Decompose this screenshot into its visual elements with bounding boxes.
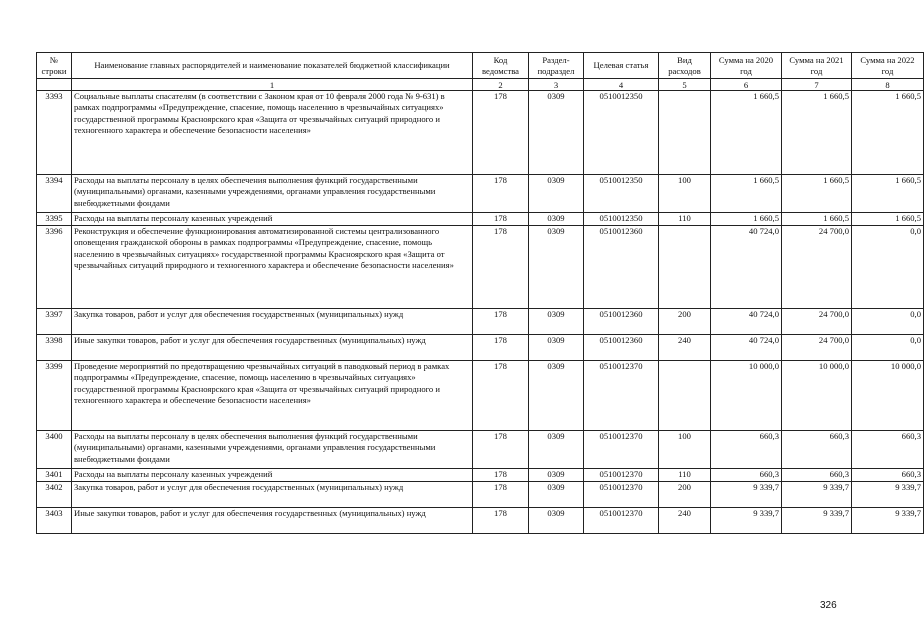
column-number: 7 <box>782 79 852 91</box>
table-row <box>37 508 924 534</box>
row-number-cell: 3395 <box>37 213 72 226</box>
target-article-cell: 0510012370 <box>584 431 659 469</box>
sum-2020-cell: 40 724,0 <box>711 309 782 335</box>
expense-type-cell: 100 <box>659 431 711 469</box>
section-cell: 0309 <box>529 309 584 335</box>
sum-2022-cell: 0,0 <box>852 309 924 335</box>
sum-2020-cell: 660,3 <box>711 469 782 482</box>
table-row <box>37 431 924 469</box>
row-name-cell: Реконструкция и обеспечение функционирования автоматизированной системы централизованного оповещения гражданской обороны в рамках подпрограммы «Предупреждение, спасение, помощь населению в чрезвычайных ситуациях» государственной программы Красноярского края «Защита от чрезвычайных ситуаций природного и техногенного характера и обеспечение безопасности населения» <box>72 226 473 309</box>
sum-2021-cell: 10 000,0 <box>782 361 852 431</box>
header-sum-2020: Сумма на 2020 год <box>711 53 782 79</box>
table-row <box>37 335 924 361</box>
sum-2021-cell: 1 660,5 <box>782 91 852 175</box>
row-number-cell: 3394 <box>37 175 72 213</box>
column-number-row <box>37 79 924 91</box>
dept-code-cell: 178 <box>473 508 529 534</box>
sum-2020-cell: 9 339,7 <box>711 482 782 508</box>
table-row <box>37 91 924 175</box>
sum-2021-cell: 660,3 <box>782 431 852 469</box>
header-name: Наименование главных распорядителей и наименование показателей бюджетной классификации <box>72 53 473 79</box>
row-name-cell: Закупка товаров, работ и услуг для обеспечения государственных (муниципальных) нужд <box>72 309 473 335</box>
target-article-cell: 0510012360 <box>584 335 659 361</box>
sum-2022-cell: 660,3 <box>852 431 924 469</box>
dept-code-cell: 178 <box>473 361 529 431</box>
dept-code-cell: 178 <box>473 309 529 335</box>
dept-code-cell: 178 <box>473 213 529 226</box>
sum-2021-cell: 24 700,0 <box>782 335 852 361</box>
column-number: 4 <box>584 79 659 91</box>
row-name-cell: Иные закупки товаров, работ и услуг для обеспечения государственных (муниципальных) нужд <box>72 335 473 361</box>
row-number-cell: 3400 <box>37 431 72 469</box>
page-number: 326 <box>820 600 837 611</box>
expense-type-cell: 200 <box>659 482 711 508</box>
column-number: 1 <box>72 79 473 91</box>
header-row-number: № строки <box>37 53 72 79</box>
target-article-cell: 0510012350 <box>584 175 659 213</box>
expense-type-cell <box>659 226 711 309</box>
row-name-cell: Расходы на выплаты персоналу казенных учреждений <box>72 469 473 482</box>
expense-type-cell: 240 <box>659 508 711 534</box>
sum-2022-cell: 0,0 <box>852 226 924 309</box>
sum-2021-cell: 1 660,5 <box>782 175 852 213</box>
table-row <box>37 226 924 309</box>
row-name-cell: Социальные выплаты спасателям (в соответствии с Законом края от 10 февраля 2000 года № 9-631) в рамках подпрограммы «Предупреждение, спасение, помощь населению в чрезвычайных ситуациях» государственной программы Красноярского края «Защита от чрезвычайных ситуаций природного и техногенного характера и обеспечение безопасности населения» <box>72 91 473 175</box>
row-name-cell: Расходы на выплаты персоналу в целях обеспечения выполнения функций государственными (муниципальными) органами, казенными учреждениями, органами управления государственными внебюджетными фондами <box>72 431 473 469</box>
target-article-cell: 0510012370 <box>584 469 659 482</box>
section-cell: 0309 <box>529 482 584 508</box>
dept-code-cell: 178 <box>473 469 529 482</box>
sum-2022-cell: 1 660,5 <box>852 175 924 213</box>
sum-2020-cell: 40 724,0 <box>711 226 782 309</box>
expense-type-cell: 110 <box>659 469 711 482</box>
target-article-cell: 0510012370 <box>584 482 659 508</box>
expense-type-cell: 100 <box>659 175 711 213</box>
expense-type-cell: 240 <box>659 335 711 361</box>
row-number-cell: 3393 <box>37 91 72 175</box>
section-cell: 0309 <box>529 469 584 482</box>
section-cell: 0309 <box>529 508 584 534</box>
column-number: 6 <box>711 79 782 91</box>
header-section: Раздел-подраздел <box>529 53 584 79</box>
sum-2020-cell: 1 660,5 <box>711 175 782 213</box>
header-sum-2022: Сумма на 2022 год <box>852 53 924 79</box>
table-row <box>37 361 924 431</box>
budget-table <box>36 52 924 534</box>
sum-2022-cell: 9 339,7 <box>852 482 924 508</box>
sum-2022-cell: 0,0 <box>852 335 924 361</box>
row-number-cell: 3398 <box>37 335 72 361</box>
target-article-cell: 0510012360 <box>584 309 659 335</box>
table-row <box>37 469 924 482</box>
sum-2020-cell: 1 660,5 <box>711 91 782 175</box>
dept-code-cell: 178 <box>473 175 529 213</box>
expense-type-cell: 200 <box>659 309 711 335</box>
expense-type-cell: 110 <box>659 213 711 226</box>
sum-2020-cell: 9 339,7 <box>711 508 782 534</box>
header-sum-2021: Сумма на 2021 год <box>782 53 852 79</box>
expense-type-cell <box>659 361 711 431</box>
sum-2020-cell: 1 660,5 <box>711 213 782 226</box>
header-target-article: Целевая статья <box>584 53 659 79</box>
section-cell: 0309 <box>529 226 584 309</box>
sum-2021-cell: 24 700,0 <box>782 226 852 309</box>
sum-2022-cell: 660,3 <box>852 469 924 482</box>
sum-2022-cell: 1 660,5 <box>852 91 924 175</box>
target-article-cell: 0510012370 <box>584 508 659 534</box>
sum-2020-cell: 660,3 <box>711 431 782 469</box>
sum-2021-cell: 24 700,0 <box>782 309 852 335</box>
sum-2022-cell: 1 660,5 <box>852 213 924 226</box>
column-number: 3 <box>529 79 584 91</box>
row-number-cell: 3397 <box>37 309 72 335</box>
row-name-cell: Расходы на выплаты персоналу в целях обеспечения выполнения функций государственными (муниципальными) органами, казенными учреждениями, органами управления государственными внебюджетными фондами <box>72 175 473 213</box>
header-row <box>37 53 924 79</box>
sum-2021-cell: 9 339,7 <box>782 508 852 534</box>
header-dept-code: Код ведомства <box>473 53 529 79</box>
row-name-cell: Иные закупки товаров, работ и услуг для обеспечения государственных (муниципальных) нужд <box>72 508 473 534</box>
sum-2022-cell: 9 339,7 <box>852 508 924 534</box>
sum-2020-cell: 10 000,0 <box>711 361 782 431</box>
row-number-cell: 3399 <box>37 361 72 431</box>
dept-code-cell: 178 <box>473 226 529 309</box>
table-row <box>37 309 924 335</box>
table-row <box>37 482 924 508</box>
target-article-cell: 0510012350 <box>584 213 659 226</box>
row-name-cell: Закупка товаров, работ и услуг для обеспечения государственных (муниципальных) нужд <box>72 482 473 508</box>
header-expense-type: Вид расходов <box>659 53 711 79</box>
dept-code-cell: 178 <box>473 482 529 508</box>
column-number: 2 <box>473 79 529 91</box>
table-row <box>37 213 924 226</box>
target-article-cell: 0510012360 <box>584 226 659 309</box>
target-article-cell: 0510012350 <box>584 91 659 175</box>
row-number-cell: 3403 <box>37 508 72 534</box>
target-article-cell: 0510012370 <box>584 361 659 431</box>
sum-2021-cell: 9 339,7 <box>782 482 852 508</box>
row-number-cell: 3402 <box>37 482 72 508</box>
table-row <box>37 175 924 213</box>
row-name-cell: Проведение мероприятий по предотвращению чрезвычайных ситуаций в паводковый период в рамках подпрограммы «Предупреждение, спасение, помощь населению в чрезвычайных ситуациях» государственной программы Красноярского края «Защита от чрезвычайных ситуаций природного и техногенного характера и обеспечение безопасности населения» <box>72 361 473 431</box>
section-cell: 0309 <box>529 361 584 431</box>
expense-type-cell <box>659 91 711 175</box>
sum-2021-cell: 660,3 <box>782 469 852 482</box>
sum-2020-cell: 40 724,0 <box>711 335 782 361</box>
section-cell: 0309 <box>529 175 584 213</box>
column-number: 5 <box>659 79 711 91</box>
section-cell: 0309 <box>529 213 584 226</box>
dept-code-cell: 178 <box>473 431 529 469</box>
sum-2022-cell: 10 000,0 <box>852 361 924 431</box>
column-number: 8 <box>852 79 924 91</box>
dept-code-cell: 178 <box>473 335 529 361</box>
column-number <box>37 79 72 91</box>
sum-2021-cell: 1 660,5 <box>782 213 852 226</box>
row-number-cell: 3396 <box>37 226 72 309</box>
section-cell: 0309 <box>529 91 584 175</box>
section-cell: 0309 <box>529 335 584 361</box>
row-name-cell: Расходы на выплаты персоналу казенных учреждений <box>72 213 473 226</box>
row-number-cell: 3401 <box>37 469 72 482</box>
dept-code-cell: 178 <box>473 91 529 175</box>
section-cell: 0309 <box>529 431 584 469</box>
